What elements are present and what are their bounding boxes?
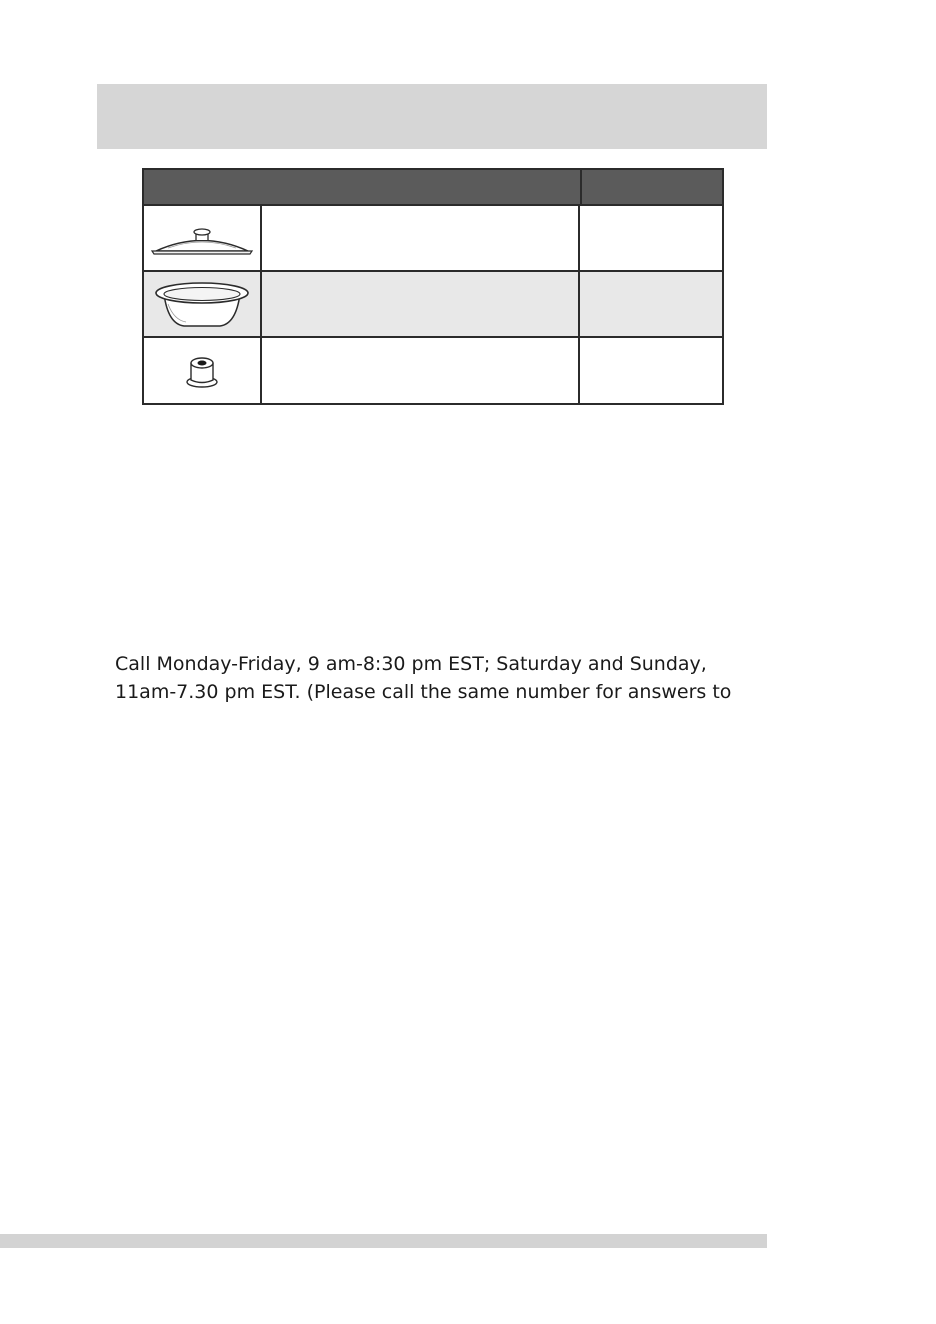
hours-line-2: 11am-7.30 pm EST. (Please call the same number for answers to bbox=[115, 681, 732, 703]
parts-table bbox=[142, 168, 724, 405]
footer-band bbox=[0, 1234, 767, 1248]
table-row bbox=[144, 338, 722, 403]
hours-line-1: Call Monday-Friday, 9 am-8:30 pm EST; Saturday and Sunday, bbox=[115, 653, 707, 675]
customer-service-hours bbox=[115, 650, 775, 706]
stoneware-icon bbox=[150, 276, 254, 332]
description-cell bbox=[262, 206, 580, 270]
image-cell bbox=[144, 206, 262, 270]
lid-icon bbox=[148, 218, 256, 258]
image-cell bbox=[144, 272, 262, 336]
part-number-cell bbox=[580, 272, 722, 336]
table-header bbox=[144, 170, 722, 206]
table-row bbox=[144, 206, 722, 272]
knob-icon bbox=[180, 351, 224, 391]
part-number-cell bbox=[580, 206, 722, 270]
table-row bbox=[144, 272, 722, 338]
description-cell bbox=[262, 338, 580, 403]
header-divider bbox=[580, 170, 582, 206]
description-cell bbox=[262, 272, 580, 336]
header-band bbox=[97, 84, 767, 149]
image-cell bbox=[144, 338, 262, 403]
part-number-cell bbox=[580, 338, 722, 403]
